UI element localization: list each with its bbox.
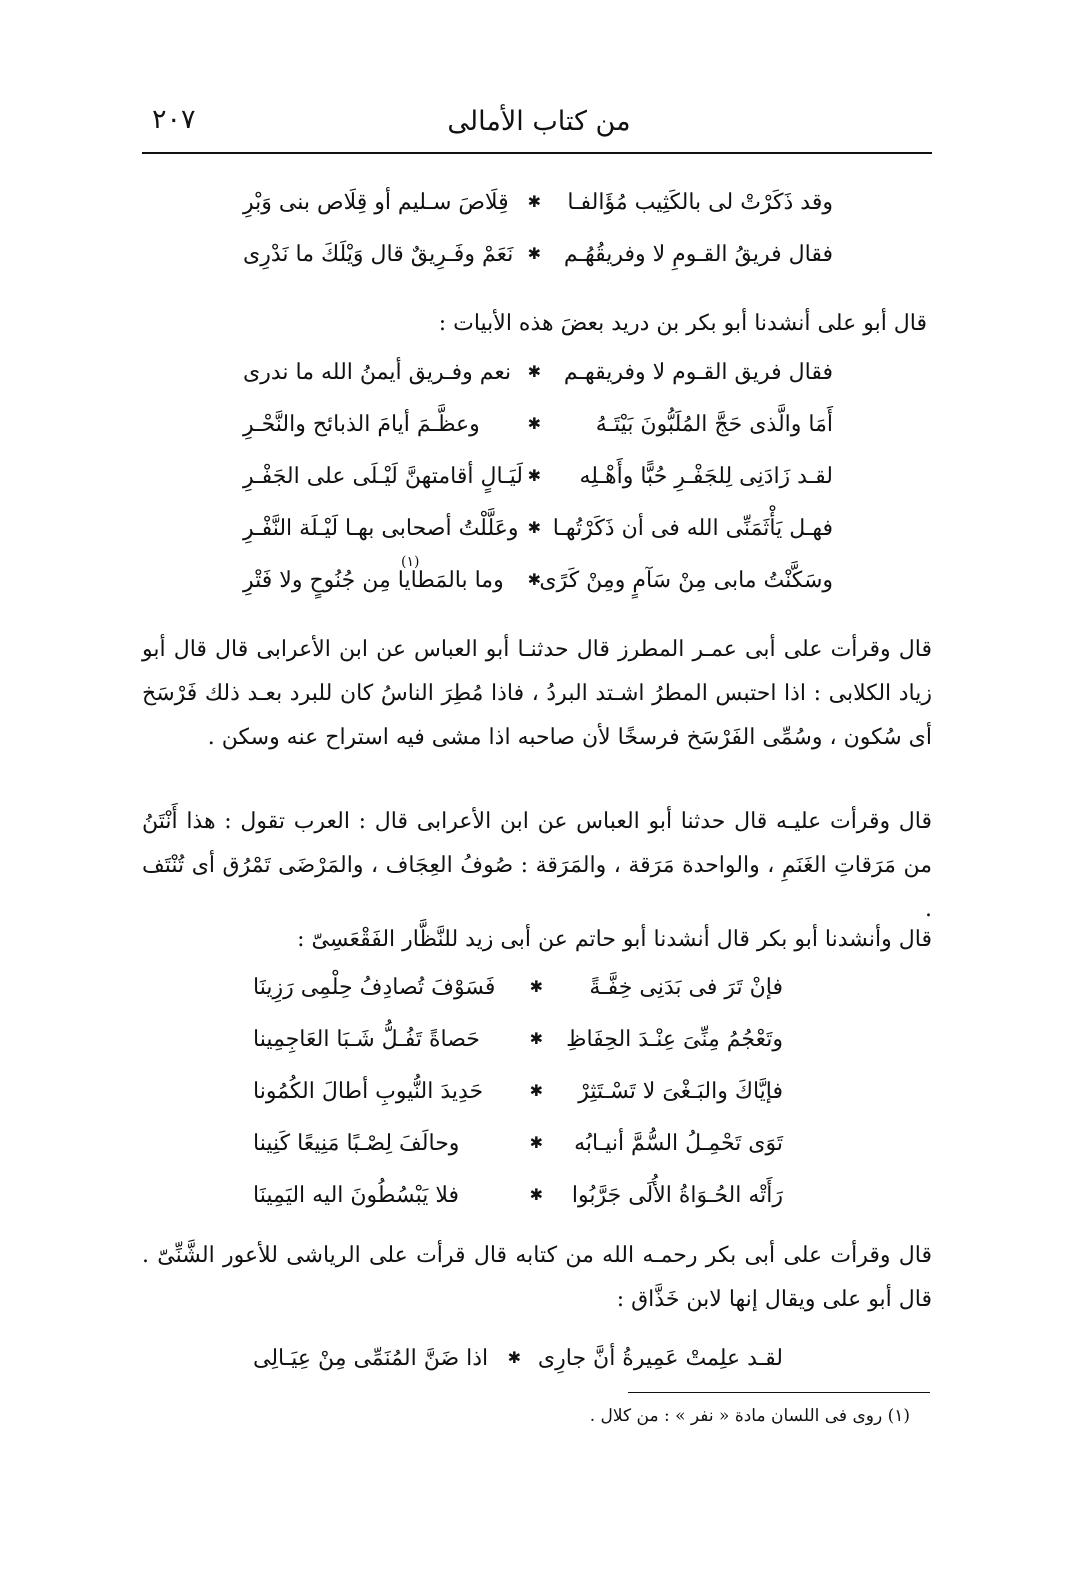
first-hemistich: لقـد زَادَنِى لِلجَفْـرِ حُبًّا وأَهْـلِه: [579, 464, 833, 489]
second-hemistich: نَعَمْ وفَـرِيقٌ قال وَيْلَكَ ما نَدْرِى: [243, 242, 514, 267]
prose-paragraph: قال وقرأت عليـه قال حدثنا أبو العباس عن ابن الأعرابى قال : العرب تقول : هذا أَنْتَنُ من مَرَقاتِ الغَنَمِ ، والواحدة مَرَقة ، والمَرَقة : صُوفُ العِجَاف ، والمَرْضَى تَمْرُق أى تُنْتَف .: [142, 809, 932, 922]
verse-separator: ✱: [507, 1348, 521, 1367]
prose-paragraph: قال وقرأت على أبى بكر رحمـه الله من كتابه قال قرأت على الرياشى للأعور الشَّنِّىّ . قال أبو على ويقال إنها لابن خَذَّاق :: [142, 1243, 932, 1312]
verse-line: [243, 190, 833, 228]
first-hemistich: رَأَتْه الحُـوَاةُ الأُلَى جَرَّبُوا: [571, 1183, 783, 1208]
second-hemistich: فَسَوْفَ تُصادِفُ حِلْمِى رَزِينَا: [253, 975, 496, 1000]
first-hemistich: لقـد علِمتْ عَمِيرةُ أنَّ جارِى: [537, 1346, 783, 1371]
verse-separator: ✱: [529, 1133, 543, 1152]
first-hemistich: تَوَى تَحْمِـلُ السُّمَّ أنيـابُه: [574, 1131, 783, 1156]
second-hemistich: وما بالمَطايا مِن جُنُوحٍ ولا فَتْرِ: [243, 568, 504, 593]
second-hemistich: حَصاةً تَفُـلُّ شَـبَا العَاجِمِينا: [253, 1027, 480, 1052]
second-hemistich: حَدِيدَ النُّيوبِ أطالَ الكُمُونا: [253, 1079, 484, 1104]
running-title: من كتاب الأمالى: [447, 106, 631, 137]
verse-line: [253, 1131, 783, 1169]
header-divider: [142, 152, 932, 154]
verse-line: [243, 242, 833, 280]
second-hemistich: لَيَـالٍ أقامتهنَّ لَيْـلَى على الجَفْـرِ: [243, 464, 523, 489]
verse-line: [243, 516, 833, 554]
first-hemistich: وتَعْجُمُ مِنِّىَ عِنْـدَ الحِفَاظِ: [566, 1027, 783, 1052]
second-hemistich: وحالَفَ لِصْـبًا مَنِيعًا كَنِينا: [253, 1131, 460, 1156]
verse-separator: ✱: [527, 414, 541, 433]
first-hemistich: وسَكَّنْتُ مابى مِنْ سَآمٍ ومِنْ كَرًى: [539, 568, 833, 593]
first-hemistich: فقال فريقُ القـومِ لا وفريقُهُـم: [563, 242, 833, 267]
verse-line: [243, 554, 833, 606]
verse-line: [253, 1346, 783, 1384]
first-hemistich: فإنْ تَرَ فى بَدَنِى خِفَّـةً: [589, 975, 783, 1000]
verse-line: [253, 975, 783, 1013]
second-hemistich: نعم وفـريق أيمنُ الله ما ندرى: [243, 360, 512, 385]
verse-line: [243, 464, 833, 502]
verse-separator: ✱: [527, 466, 541, 485]
verse-separator: ✱: [529, 977, 543, 996]
first-hemistich: فهـل يَأْثَمَنِّى الله فى أن ذَكَرْتُهـا: [552, 516, 833, 541]
verse-line: [243, 360, 833, 398]
page-number: ٢٠٧: [152, 104, 196, 135]
footnote: (١) روى فى اللسان مادة « نفر » : من كلال .: [589, 1406, 910, 1426]
footnote-divider: [628, 1392, 930, 1393]
prose-paragraph: قال أبو على أنشدنا أبو بكر بن دريد بعضَ هذه الأبيات :: [438, 311, 927, 336]
page-header: [148, 98, 930, 146]
verse-line: [253, 1183, 783, 1221]
verse-separator: ✱: [529, 1185, 543, 1204]
verse-separator: ✱: [527, 518, 541, 537]
verse-separator: ✱: [529, 1081, 543, 1100]
first-hemistich: فإيَّاكَ والبَـغْىَ لا تَسْـتَثِرْ: [578, 1079, 783, 1104]
second-hemistich: اذا ضَنَّ المُنَمِّى مِنْ عِيَـالِى: [253, 1346, 489, 1371]
prose-paragraph: قال وقرأت على أبى عمـر المطرز قال حدثنـا أبو العباس عن ابن الأعرابى قال قال أبو زياد الكلابى : اذا احتبس المطرُ اشـتد البردُ ، فاذا مُطِرَ الناسُ كان للبرد بعـد ذلك فَرْسَخ أى سُكون ، وسُمِّى الفَرْسَخ فرسخًا لأن صاحبه اذا مشى فيه استراح عنه وسكن .: [142, 637, 932, 750]
second-hemistich: وعظَّـمَ أيامَ الذبائح والنَّحْـرِ: [243, 412, 480, 437]
verse-line: [253, 1079, 783, 1117]
verse-separator: ✱: [527, 570, 541, 589]
second-hemistich: فلا يَبْسُطُونَ اليه اليَمِينَا: [253, 1183, 459, 1208]
first-hemistich: وقد ذَكَرْتْ لى بالكَثِيب مُؤَالفـا: [567, 190, 833, 215]
verse-line: [243, 412, 833, 450]
second-hemistich: قِلَاصَ سـليم أو قِلَاص بنى وَبْرِ: [243, 190, 509, 215]
prose-paragraph: قال وأنشدنا أبو بكر قال أنشدنا أبو حاتم عن أبى زيد للنَّظَّار الفَقْعَسِىّ :: [297, 927, 932, 952]
footnote-marker: (١): [401, 554, 420, 570]
second-hemistich: وعَلَّلْتُ أصحابى بهـا لَيْـلَة النَّفْـرِ: [243, 516, 519, 541]
verse-separator: ✱: [527, 362, 541, 381]
verse-line: [253, 1027, 783, 1065]
verse-separator: ✱: [527, 192, 541, 211]
verse-separator: ✱: [527, 244, 541, 263]
verse-separator: ✱: [529, 1029, 543, 1048]
first-hemistich: أَمَا والَّذى حَجَّ المُلَبُّونَ بَيْتَـهُ: [595, 412, 833, 437]
first-hemistich: فقال فريق القـوم لا وفريقهـم: [563, 360, 833, 385]
